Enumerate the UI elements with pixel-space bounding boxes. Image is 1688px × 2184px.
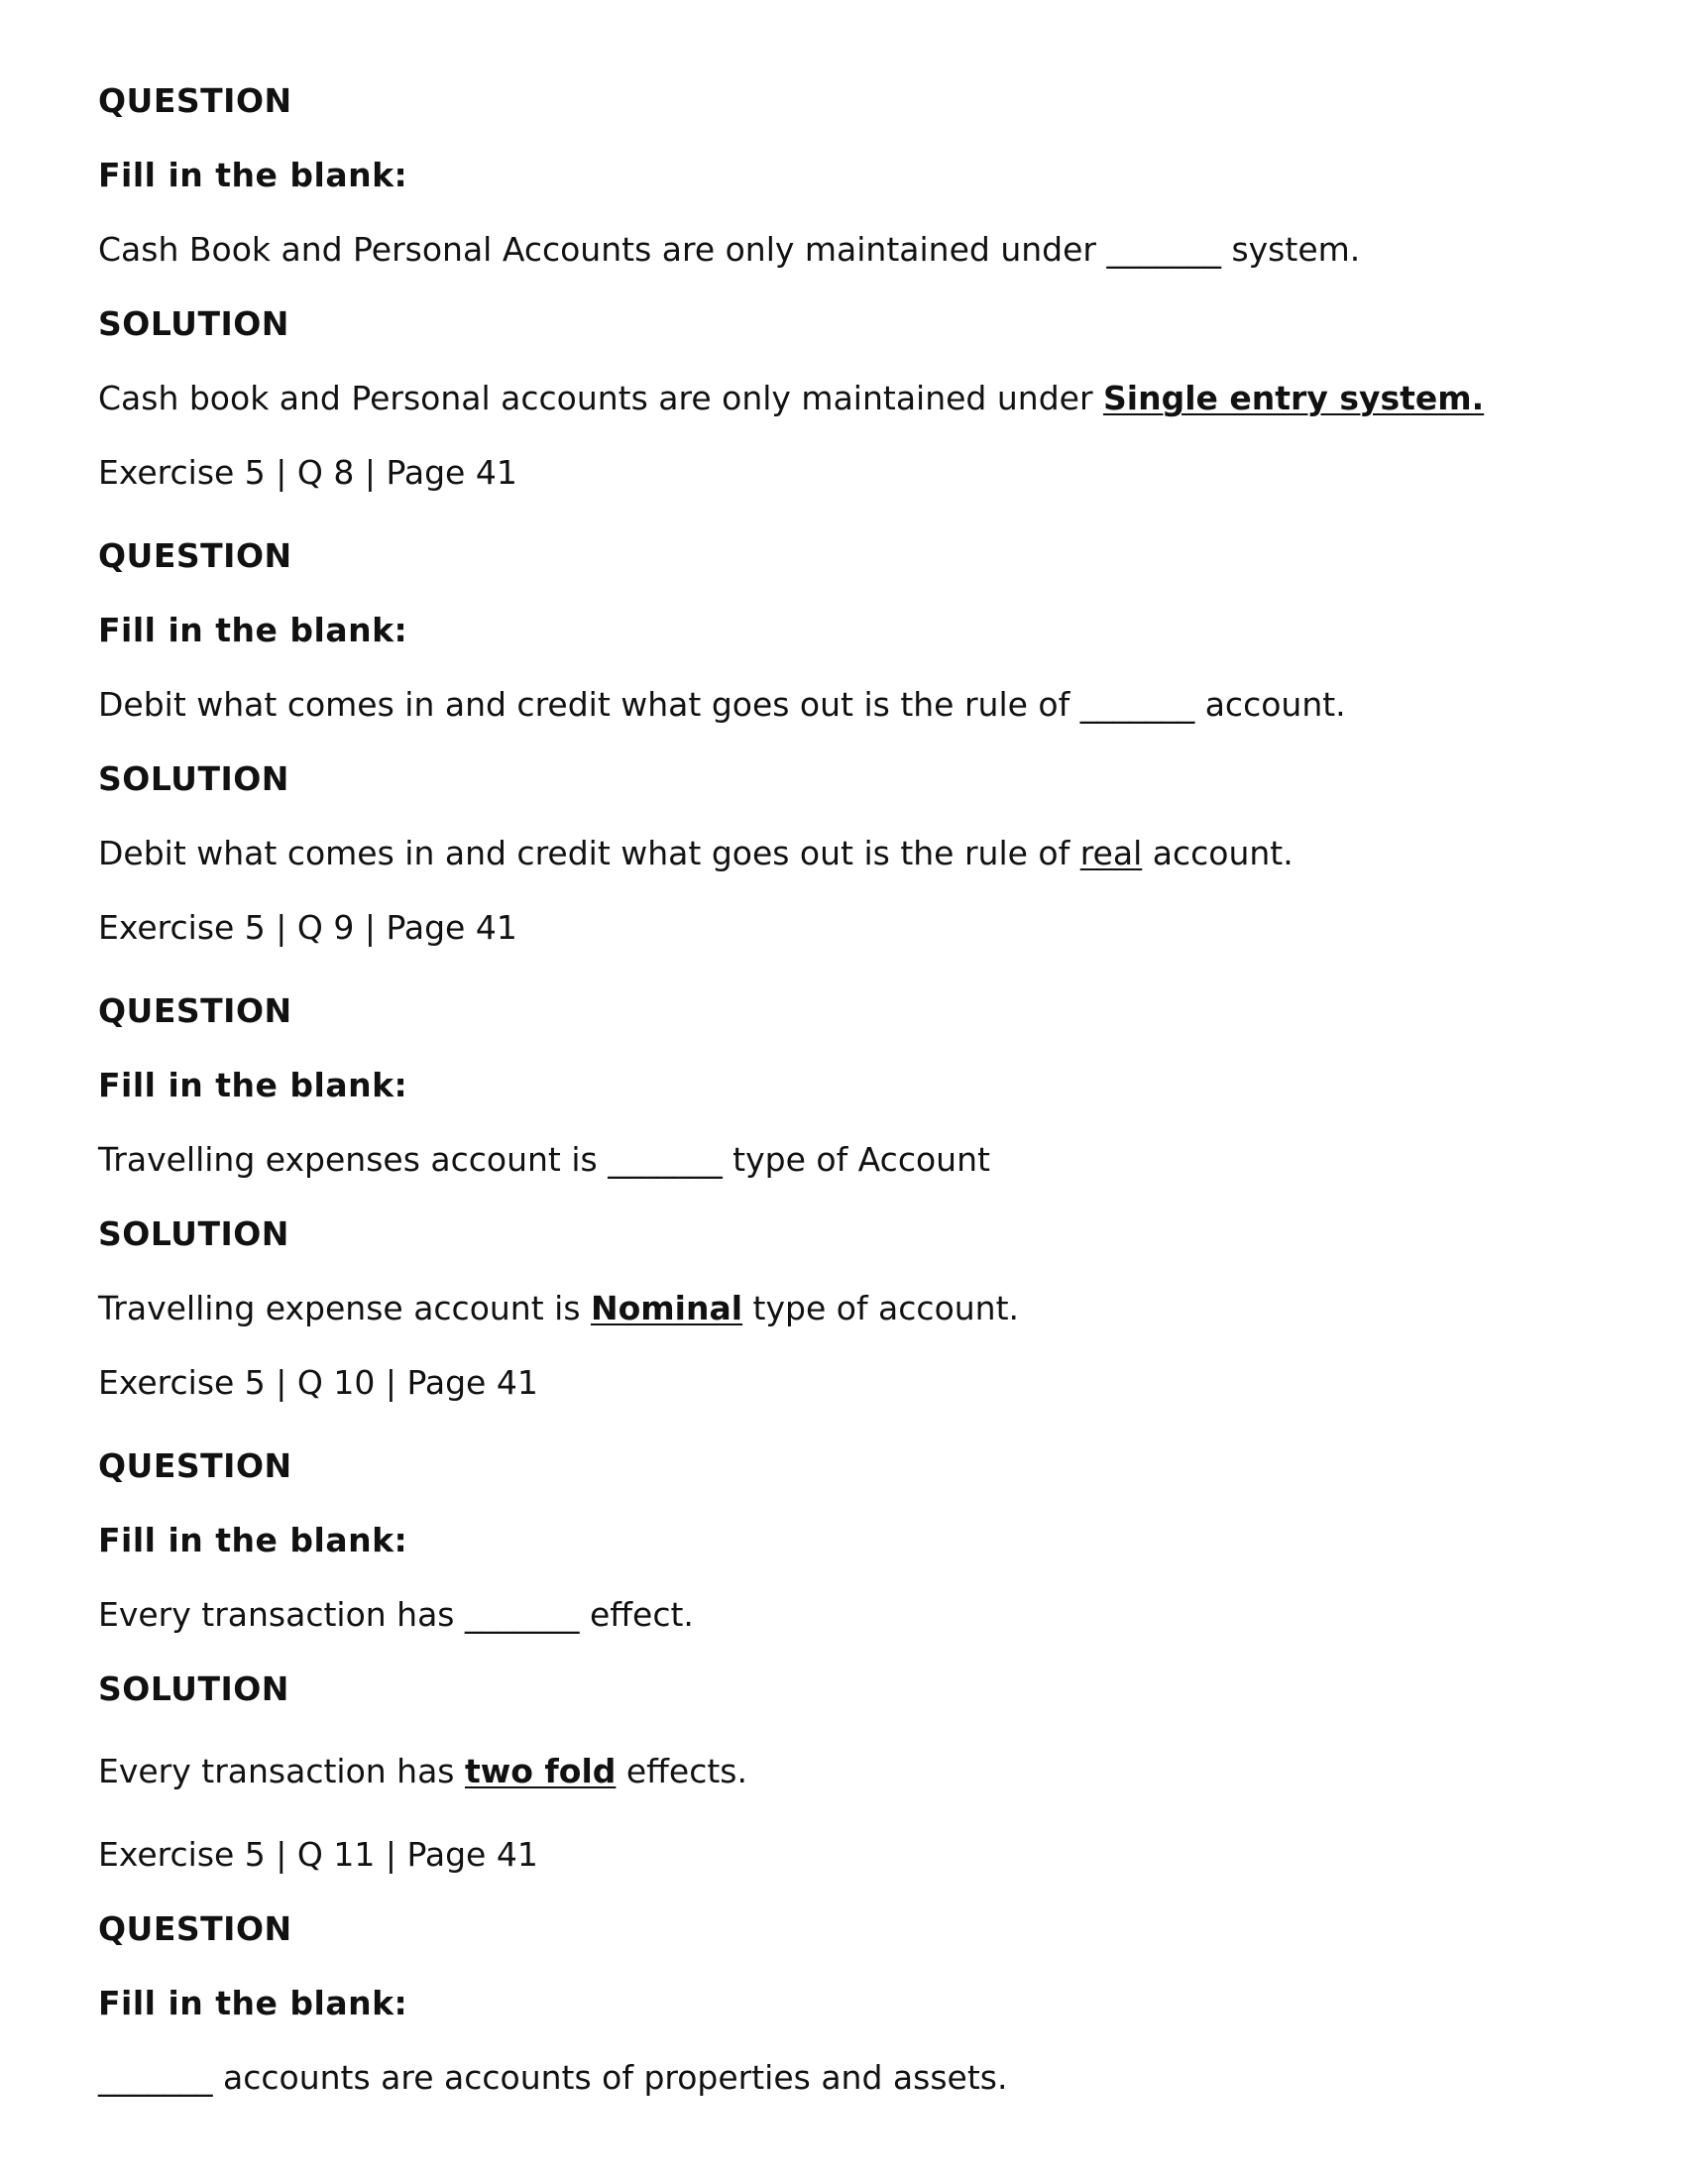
solution-text — [98, 1289, 1019, 1328]
answer-lead-text: Travelling expense account is — [98, 1289, 591, 1327]
question-text: Travelling expenses account is _______ type of Account — [98, 1140, 990, 1179]
prompt-label: Fill in the blank: — [98, 1066, 408, 1104]
question-label: QUESTION — [98, 81, 292, 120]
exercise-reference: Exercise 5 | Q 10 | Page 41 — [98, 1363, 538, 1402]
exercise-reference: Exercise 5 | Q 8 | Page 41 — [98, 453, 517, 492]
question-text: Debit what comes in and credit what goes out is the rule of _______ account. — [98, 685, 1346, 724]
answer-lead-text: Every transaction has — [98, 1752, 465, 1790]
prompt-label: Fill in the blank: — [98, 156, 408, 194]
answer-highlight: real — [1079, 834, 1143, 872]
solution-text — [98, 379, 1484, 418]
question-label: QUESTION — [98, 1909, 292, 1948]
answer-highlight: two fold — [465, 1752, 617, 1790]
exercise-reference: Exercise 5 | Q 11 | Page 41 — [98, 1835, 538, 1874]
question-text: Every transaction has _______ effect. — [98, 1595, 694, 1634]
answer-tail-text: effects. — [616, 1752, 747, 1790]
prompt-label: Fill in the blank: — [98, 1984, 408, 2022]
answer-lead-text: Cash book and Personal accounts are only maintained under — [98, 379, 1104, 417]
solution-label: SOLUTION — [98, 759, 289, 798]
solution-label: SOLUTION — [98, 1214, 289, 1253]
solution-text — [98, 1752, 747, 1791]
question-text: _______ accounts are accounts of properties and assets. — [98, 2058, 1008, 2097]
question-label: QUESTION — [98, 1446, 292, 1485]
answer-highlight: Nominal — [591, 1289, 743, 1327]
solution-label: SOLUTION — [98, 304, 289, 343]
question-text: Cash Book and Personal Accounts are only maintained under _______ system. — [98, 230, 1361, 269]
answer-lead-text: Debit what comes in and credit what goes out is the rule of — [98, 834, 1080, 872]
answer-tail-text: account. — [1142, 834, 1294, 872]
answer-tail-text: type of account. — [742, 1289, 1020, 1327]
solution-text — [98, 834, 1294, 873]
prompt-label: Fill in the blank: — [98, 611, 408, 649]
question-label: QUESTION — [98, 991, 292, 1030]
question-label: QUESTION — [98, 536, 292, 575]
solution-label: SOLUTION — [98, 1669, 289, 1708]
answer-highlight: Single entry system. — [1103, 379, 1485, 417]
exercise-reference: Exercise 5 | Q 9 | Page 41 — [98, 908, 517, 947]
prompt-label: Fill in the blank: — [98, 1521, 408, 1559]
